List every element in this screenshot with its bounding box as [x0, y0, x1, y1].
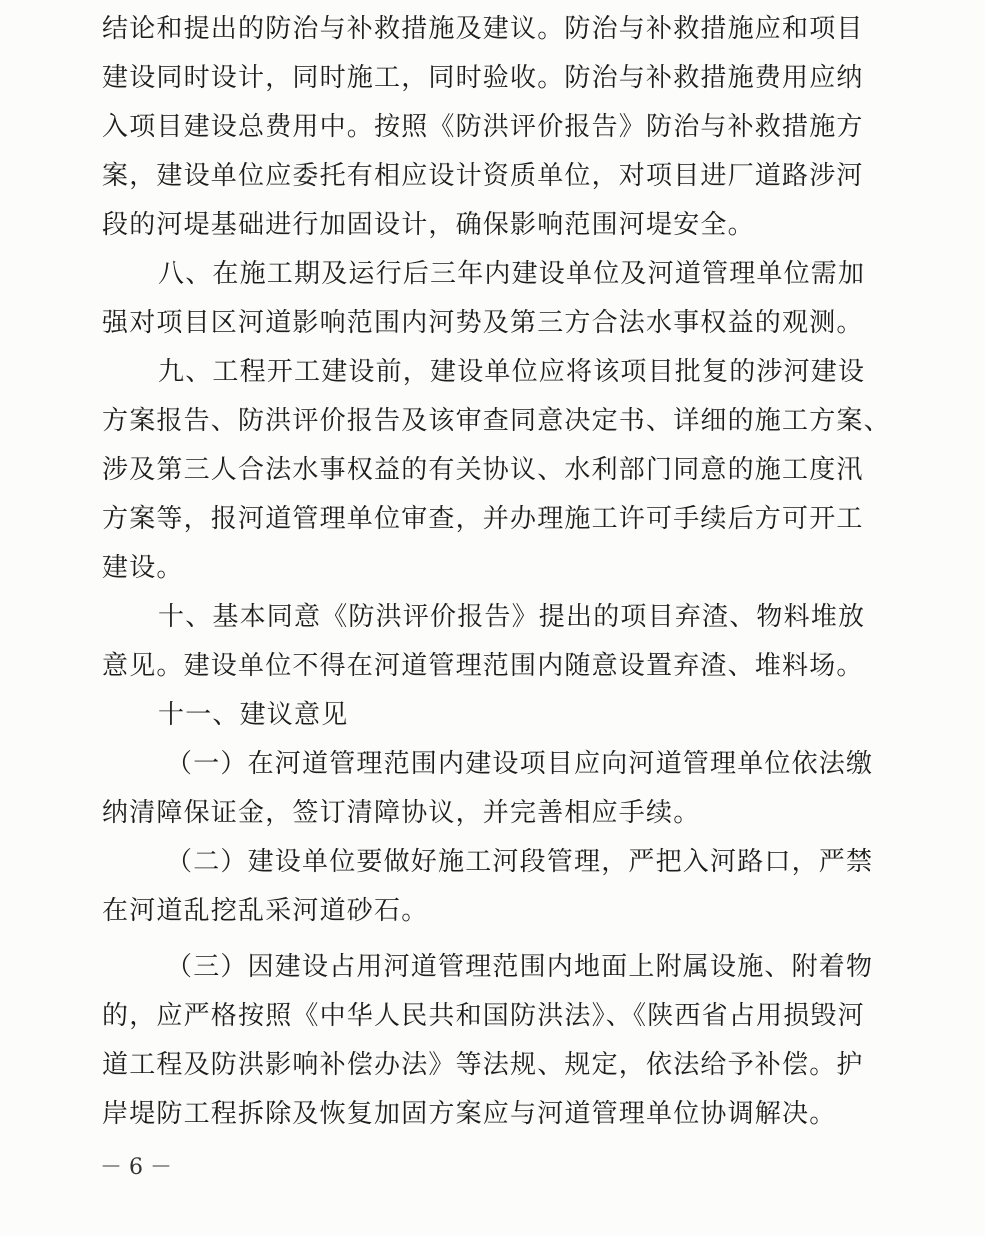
text-line: 方案报告、防洪评价报告及该审查同意决定书、详细的施工方案、 — [102, 406, 891, 436]
text-line: 道工程及防洪影响补偿办法》等法规、规定，依法给予补偿。护 — [102, 1050, 864, 1080]
text-line: 结论和提出的防治与补救措施及建议。防治与补救措施应和项目 — [102, 14, 864, 44]
text-line: 十、基本同意《防洪评价报告》提出的项目弃渣、物料堆放 — [158, 602, 866, 632]
section-heading: 十一、建议意见 — [158, 700, 349, 730]
text-line: 建设同时设计，同时施工，同时验收。防治与补救措施费用应纳 — [102, 63, 864, 93]
text-line: 八、在施工期及运行后三年内建设单位及河道管理单位需加 — [158, 259, 866, 289]
text-line: 案，建设单位应委托有相应设计资质单位，对项目进厂道路涉河 — [102, 161, 864, 191]
text-line: 的，应严格按照《中华人民共和国防洪法》、《陕西省占用损毁河 — [102, 1001, 865, 1031]
text-line: 方案等，报河道管理单位审查，并办理施工许可手续后方可开工 — [102, 504, 864, 534]
text-line: 涉及第三人合法水事权益的有关协议、水利部门同意的施工度汛 — [102, 455, 864, 485]
text-line: 入项目建设总费用中。按照《防洪评价报告》防治与补救措施方 — [102, 112, 864, 142]
page-number: － 6 － — [100, 1155, 172, 1180]
text-line: 意见。建设单位不得在河道管理范围内随意设置弃渣、堆料场。 — [102, 651, 864, 681]
text-line: 强对项目区河道影响范围内河势及第三方合法水事权益的观测。 — [102, 308, 864, 338]
text-line: （二）建设单位要做好施工河段管理，严把入河路口，严禁 — [166, 847, 874, 877]
text-line: 岸堤防工程拆除及恢复加固方案应与河道管理单位协调解决。 — [102, 1099, 837, 1129]
text-line: （一）在河道管理范围内建设项目应向河道管理单位依法缴 — [166, 749, 874, 779]
text-line: 纳清障保证金，签订清障协议，并完善相应手续。 — [102, 798, 701, 828]
text-line: 段的河堤基础进行加固设计，确保影响范围河堤安全。 — [102, 210, 755, 240]
text-line: 在河道乱挖乱采河道砂石。 — [102, 896, 429, 926]
text-line: 建设。 — [102, 553, 184, 583]
text-line: （三）因建设占用河道管理范围内地面上附属设施、附着物 — [166, 952, 874, 982]
text-line: 九、工程开工建设前，建设单位应将该项目批复的涉河建设 — [158, 357, 866, 387]
